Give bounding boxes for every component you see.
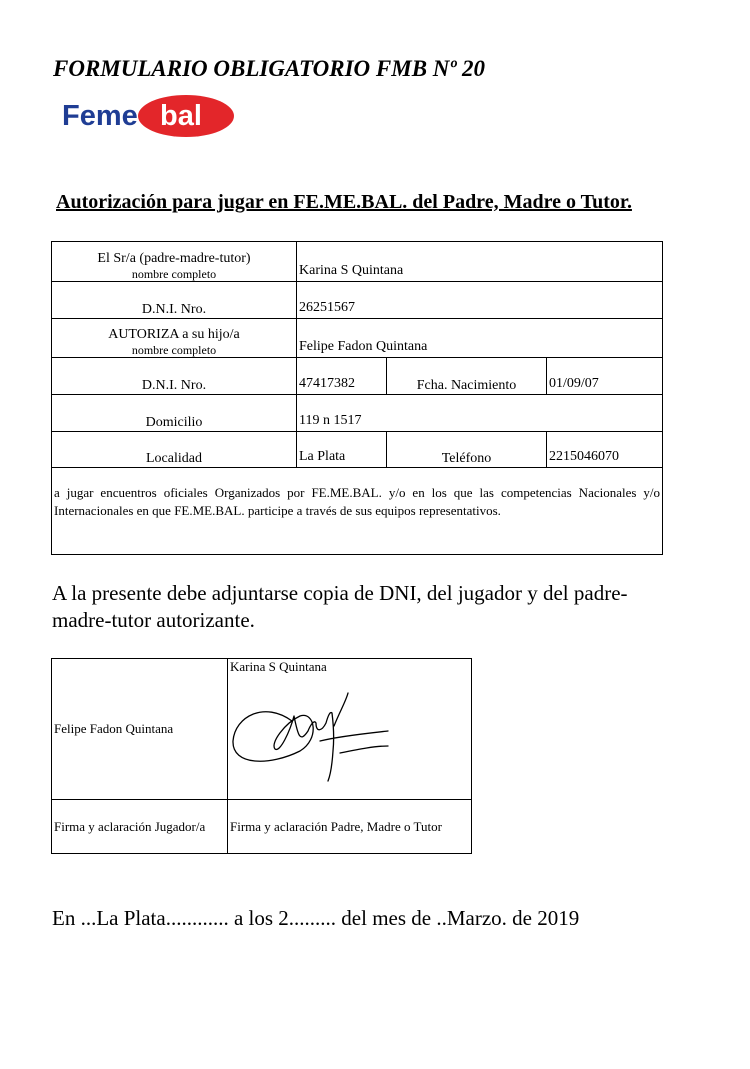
guardian-dni-field[interactable]: 26251567 [297, 282, 663, 319]
city-row [52, 432, 663, 468]
guardian-signature-name: Karina S Quintana [230, 659, 327, 674]
child-row [52, 319, 663, 358]
note-row [52, 468, 663, 555]
closing-line: En ...La Plata............ a los 2......... del mes de ..Marzo. de 2019 [52, 906, 580, 930]
address-label: Domicilio [52, 395, 297, 432]
authorizes-label: AUTORIZA a su hijo/a [108, 327, 240, 342]
guardian-signature-label: Firma y aclaración Padre, Madre o Tutor [228, 800, 472, 854]
logo-text-left: Feme [62, 100, 138, 132]
authorizes-label-cell [52, 319, 297, 358]
child-name-field[interactable]: Felipe Fadon Quintana [297, 319, 663, 358]
guardian-sublabel: nombre completo [131, 267, 217, 281]
femebal-logo [62, 94, 234, 138]
authorization-table [51, 241, 663, 555]
birth-date-label: Fcha. Nacimiento [387, 358, 547, 395]
address-row [52, 395, 663, 432]
signature-table [51, 658, 472, 854]
city-field[interactable]: La Plata [297, 432, 387, 468]
phone-field[interactable]: 2215046070 [547, 432, 663, 468]
guardian-signature-area[interactable] [228, 659, 472, 800]
handwritten-signature [230, 681, 410, 791]
attachment-note: A la presente debe adjuntarse copia de DNI, del jugador y del padre-madre-tutor autorizante. [52, 581, 628, 632]
guardian-dni-row [52, 282, 663, 319]
player-signature-name: Felipe Fadon Quintana [54, 721, 174, 736]
logo-text-right: bal [160, 100, 202, 132]
guardian-label-cell [52, 242, 297, 282]
guardian-name-field[interactable]: Karina S Quintana [297, 242, 663, 282]
authorizes-sublabel: nombre completo [131, 343, 217, 357]
child-dni-label: D.N.I. Nro. [52, 358, 297, 395]
child-dni-row [52, 358, 663, 395]
player-signature-label: Firma y aclaración Jugador/a [52, 800, 228, 854]
phone-label: Teléfono [387, 432, 547, 468]
player-signature-area[interactable] [52, 659, 228, 800]
guardian-label: El Sr/a (padre-madre-tutor) [97, 251, 251, 266]
address-field[interactable]: 119 n 1517 [297, 395, 663, 432]
guardian-row [52, 242, 663, 282]
guardian-dni-label: D.N.I. Nro. [52, 282, 297, 319]
authorization-note: a jugar encuentros oficiales Organizados por FE.ME.BAL. y/o en los que las competencias Nacionales y/o Internacionales en que FE.ME.BAL. participe a través de sus equipos representativos. [52, 468, 663, 555]
form-title: FORMULARIO OBLIGATORIO FMB Nº 20 [53, 56, 486, 81]
child-dni-field[interactable]: 47417382 [297, 358, 387, 395]
form-subtitle: Autorización para jugar en FE.ME.BAL. del Padre, Madre o Tutor. [56, 191, 632, 213]
city-label: Localidad [52, 432, 297, 468]
birth-date-field[interactable]: 01/09/07 [547, 358, 663, 395]
